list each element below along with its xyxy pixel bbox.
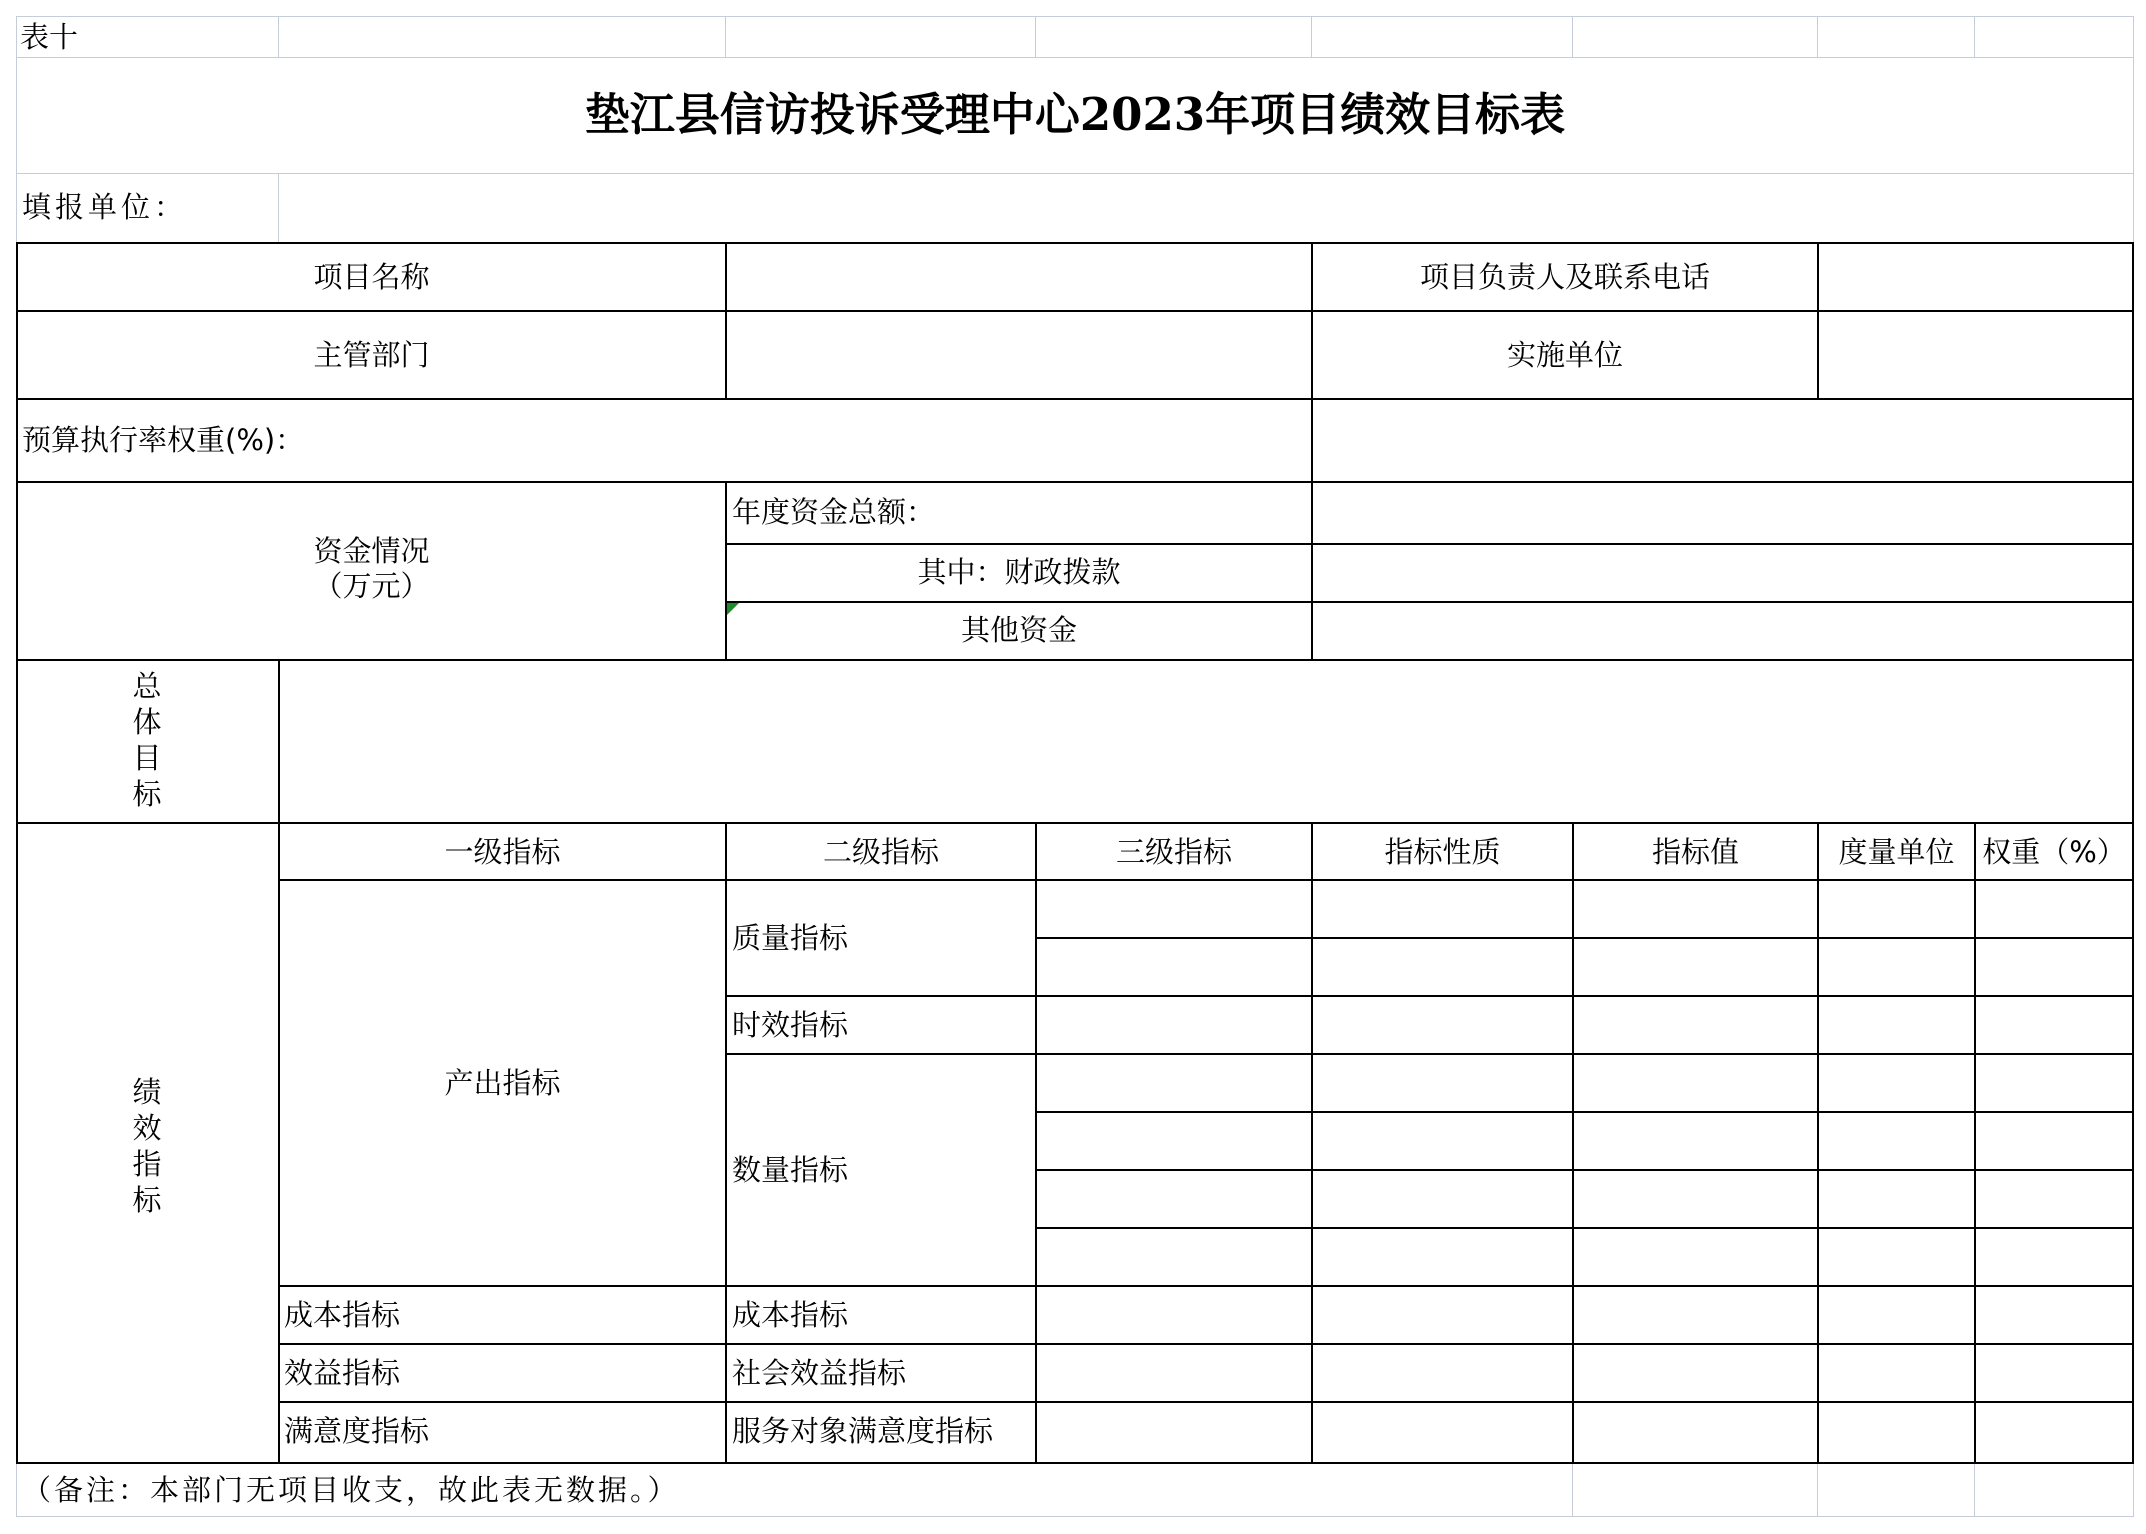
border-line (1035, 1111, 2134, 1113)
impl-unit-label: 实施单位 (1506, 338, 1623, 372)
cost-indicator-l1: 成本指标 (284, 1298, 401, 1332)
gridline (1572, 1463, 1573, 1517)
border-line (1035, 822, 1037, 1464)
border-line (725, 543, 2134, 545)
border-line (1311, 822, 1313, 1464)
border-line (1311, 398, 1313, 483)
header-indicator-value: 指标值 (1651, 835, 1739, 869)
gridline (1974, 16, 1975, 57)
gridline (16, 1463, 17, 1517)
fiscal-allocation-label: 其中：财政拨款 (917, 555, 1121, 589)
border-line (1974, 822, 1976, 1464)
header-measure-unit: 度量单位 (1838, 835, 1955, 869)
header-level2-indicator: 二级指标 (822, 835, 939, 869)
gridline (1572, 16, 1573, 57)
border-line (725, 310, 727, 400)
gridline (2133, 1463, 2134, 1517)
quantity-indicator-label: 数量指标 (732, 1153, 849, 1187)
gridline (725, 16, 726, 57)
header-weight: 权重（%） (1982, 835, 2126, 869)
border-line (1035, 937, 2134, 939)
output-indicator-label: 产出指标 (444, 1066, 561, 1100)
cost-indicator-l2: 成本指标 (732, 1298, 849, 1332)
funds-label: 资金情况 (313, 534, 430, 568)
service-satisfaction-indicator: 服务对象满意度指标 (732, 1414, 994, 1448)
table-number: 表十 (20, 20, 79, 54)
header-indicator-nature: 指标性质 (1384, 835, 1501, 869)
border-line (16, 481, 2134, 483)
border-line (1817, 242, 1819, 312)
gridline (1974, 1463, 1975, 1517)
budget-rate-label: 预算执行率权重(%)： (22, 423, 305, 457)
border-line (278, 1285, 2134, 1287)
funds-unit-label: （万元） (313, 569, 430, 603)
project-name-label: 项目名称 (313, 260, 430, 294)
border-line (725, 1053, 2134, 1055)
benefit-indicator-l1: 效益指标 (284, 1356, 401, 1390)
border-line (2132, 242, 2134, 1464)
performance-indicators-label: 绩效指标 (132, 1075, 162, 1217)
border-line (725, 995, 2134, 997)
border-line (1035, 1169, 2134, 1171)
border-line (16, 242, 18, 1464)
owner-contact-label: 项目负责人及联系电话 (1419, 260, 1710, 294)
border-line (1035, 1227, 2134, 1229)
header-level3-indicator: 三级指标 (1115, 835, 1232, 869)
page-title: 垫江县信访投诉受理中心2023年项目绩效目标表 (584, 88, 1566, 141)
overall-goal-label: 总体目标 (132, 669, 162, 811)
social-benefit-indicator: 社会效益指标 (732, 1356, 907, 1390)
quality-indicator-label: 质量指标 (732, 921, 849, 955)
border-line (725, 242, 727, 312)
timeliness-indicator-label: 时效指标 (732, 1008, 849, 1042)
gridline (1817, 16, 1818, 57)
gridline (16, 57, 2134, 58)
gridline (278, 16, 279, 57)
gridline (16, 173, 2134, 174)
satisfaction-indicator-l1: 满意度指标 (284, 1414, 430, 1448)
border-line (725, 822, 727, 1464)
border-line (1817, 822, 1819, 1464)
other-funds-label: 其他资金 (960, 613, 1077, 647)
border-line (278, 879, 2134, 881)
performance-target-sheet (16, 16, 2134, 1526)
gridline (1817, 1463, 1818, 1517)
gridline (1311, 16, 1312, 57)
border-line (1311, 481, 1313, 661)
border-line (1572, 822, 1574, 1464)
border-line (278, 1343, 2134, 1345)
border-line (278, 1401, 2134, 1403)
border-line (1817, 310, 1819, 400)
gridline (1035, 16, 1036, 57)
border-line (725, 601, 2134, 603)
border-line (278, 659, 280, 1464)
border-line (16, 659, 2134, 661)
dept-label: 主管部门 (313, 338, 430, 372)
annual-funds-total-label: 年度资金总额： (732, 495, 936, 529)
footnote: （备注：本部门无项目收支，故此表无数据。） (22, 1473, 680, 1507)
gridline (278, 173, 279, 243)
fill-unit-label: 填报单位： (22, 190, 188, 224)
header-level1-indicator: 一级指标 (444, 835, 561, 869)
